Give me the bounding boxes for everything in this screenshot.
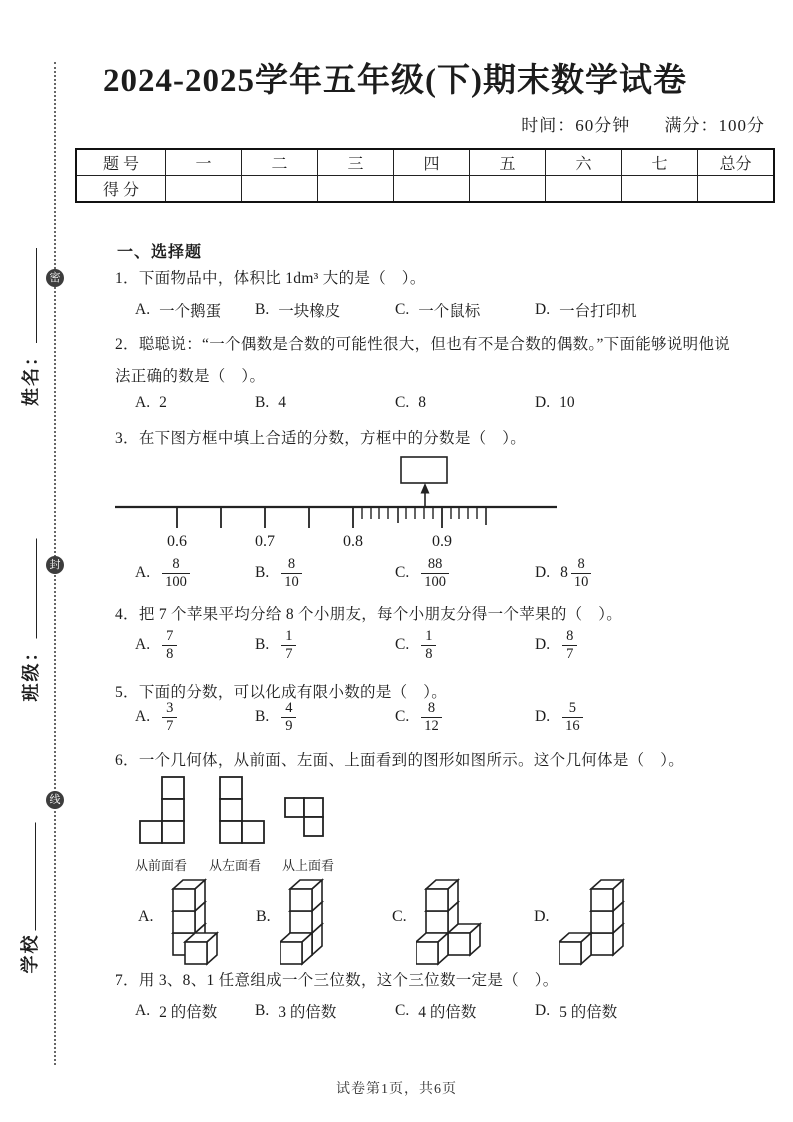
score-table-cell-2: 二 (242, 149, 318, 176)
question-2-text-line2: 法正确的数是（ ）。 (115, 368, 266, 385)
q7-option-b: B. 3 的倍数 (255, 1002, 337, 1021)
q6-option-c-label: C. (392, 908, 407, 925)
score-cell (318, 176, 394, 203)
fraction: $\frac{5}{16}$ (562, 700, 583, 734)
cube-option-d-diagram (559, 878, 625, 972)
question-3-text: 3．在下图方框中填上合适的分数，方框中的分数是（ ）。 (115, 430, 527, 447)
cube-option-b-diagram (280, 878, 346, 972)
school-field (16, 823, 42, 974)
q7-option-a: A. 2 的倍数 (135, 1002, 218, 1021)
score-table-header-row (76, 149, 774, 176)
fraction: $\frac{8}{100}$ (162, 556, 190, 590)
question-1-text: 1．下面物品中，体积比 1dm³ 大的是（ ）。 (115, 270, 426, 287)
tick-label-0-8: 0.8 (343, 533, 363, 550)
school-label: 学校 (20, 933, 40, 974)
fraction: $\frac{8}{10}$ (281, 556, 302, 590)
fraction: $\frac{8}{10}$ (571, 556, 592, 590)
major-ticks (177, 507, 442, 528)
q6-option-d-label: D. (534, 908, 550, 925)
seal-badge-feng: 封 (46, 556, 64, 574)
q3-option-b: B. $\frac{8}{10}$ (255, 556, 395, 590)
fraction: $\frac{3}{7}$ (162, 700, 177, 734)
q4-option-c: C. $\frac{1}{8}$ (395, 628, 535, 662)
q2-option-b: B. 4 (255, 394, 286, 411)
up-arrow-icon (421, 483, 430, 506)
q7-option-d: D. 5 的倍数 (535, 1002, 618, 1021)
q5-option-a: A. $\frac{3}{7}$ (135, 700, 255, 734)
cube-option-c-diagram (416, 878, 482, 972)
class-label: 班级： (21, 641, 41, 702)
score-cell (166, 176, 242, 203)
fraction: $\frac{4}{9}$ (281, 700, 296, 734)
left-view-diagram (220, 777, 264, 843)
question-7-options (135, 1000, 775, 1022)
score-table-cell-total: 总分 (698, 149, 775, 176)
front-view-diagram (140, 777, 184, 843)
score-table-cell-6: 六 (546, 149, 622, 176)
score-cell (242, 176, 318, 203)
tick-label-0-6: 0.6 (167, 533, 187, 550)
name-label: 姓名： (21, 346, 41, 406)
class-blank-line (17, 539, 37, 639)
seal-badge-xian: 线 (46, 791, 64, 809)
q2-option-c: C. 8 (395, 394, 426, 411)
score-cell (470, 176, 546, 203)
answer-box (401, 457, 447, 483)
top-view-diagram (285, 798, 323, 836)
front-view-label: 从前面看 (135, 858, 188, 873)
three-views-diagram (135, 776, 347, 854)
q1-option-a: A. 一个鹅蛋 (135, 301, 222, 320)
score-table-cell-1: 一 (166, 149, 242, 176)
q3-option-a: A. $\frac{8}{100}$ (135, 556, 255, 590)
score-table-cell-5: 五 (470, 149, 546, 176)
q4-option-a: A. $\frac{7}{8}$ (135, 628, 255, 662)
fraction: $\frac{1}{8}$ (421, 628, 436, 662)
question-6-text: 6．一个几何体，从前面、左面、上面看到的图形如图所示。这个几何体是（ ）。 (115, 752, 685, 769)
score-table (75, 148, 775, 203)
q1-option-c: C. 一个鼠标 (395, 301, 481, 320)
cube-option-a-diagram (163, 878, 229, 972)
q6-option-a-label: A. (138, 908, 154, 925)
q2-option-a: A. 2 (135, 394, 167, 411)
q4-option-b: B. $\frac{1}{7}$ (255, 628, 395, 662)
exam-info (0, 111, 765, 136)
score-table-cell-3: 三 (318, 149, 394, 176)
q2-option-d: D. 10 (535, 394, 575, 411)
q5-option-d: D. $\frac{5}{16}$ (535, 700, 775, 734)
score-row-label: 得 分 (76, 176, 166, 203)
score-table-score-row (76, 176, 774, 203)
question-2-text-line1: 2．聪聪说：“一个偶数是合数的可能性很大，但也有不是合数的偶数。”下面能够说明他说 (115, 336, 731, 353)
tick-label-0-7: 0.7 (255, 533, 275, 550)
fraction: $\frac{88}{100}$ (421, 556, 449, 590)
name-blank-line (17, 248, 37, 343)
fraction: $\frac{1}{7}$ (281, 628, 296, 662)
score-table-cell-tihao: 题 号 (76, 149, 166, 176)
section-heading: 一、选择题 (117, 244, 203, 261)
fraction: $\frac{8}{7}$ (562, 628, 577, 662)
score-table-cell-7: 七 (622, 149, 698, 176)
page-title: 2024-2025学年五年级(下)期末数学试卷 (103, 63, 687, 99)
fullscore-label: 满分：100分 (664, 116, 765, 135)
tick-label-0-9: 0.9 (432, 533, 452, 550)
question-1-options (135, 299, 775, 321)
q1-option-d: D. 一台打印机 (535, 301, 637, 320)
q6-option-c (392, 878, 482, 972)
fraction: $\frac{7}{8}$ (162, 628, 177, 662)
question-2-options (135, 394, 775, 412)
name-field (17, 248, 43, 406)
score-cell (546, 176, 622, 203)
q4-option-d: D. $\frac{8}{7}$ (535, 628, 775, 662)
q5-option-c: C. $\frac{8}{12}$ (395, 700, 535, 734)
class-field (17, 539, 43, 702)
number-line-diagram (113, 446, 565, 554)
score-table-cell-4: 四 (394, 149, 470, 176)
question-5-options (135, 700, 775, 734)
question-4-options (135, 628, 775, 662)
question-3-options (135, 556, 775, 590)
seal-badge-mi: 密 (46, 269, 64, 287)
fraction: $\frac{8}{12}$ (421, 700, 442, 734)
q6-option-b-label: B. (256, 908, 271, 925)
q3-option-d: D. 8 $\frac{8}{10}$ (535, 556, 775, 590)
question-4-text: 4．把 7 个苹果平均分给 8 个小朋友，每个小朋友分得一个苹果的（ ）。 (115, 606, 623, 623)
q6-option-b (256, 878, 346, 972)
page-footer: 试卷第1页，共6页 (336, 1082, 457, 1097)
q6-option-a (138, 878, 229, 972)
q7-option-c: C. 4 的倍数 (395, 1002, 477, 1021)
score-cell (394, 176, 470, 203)
q6-option-d (534, 878, 625, 972)
top-view-label: 从上面看 (282, 858, 335, 873)
school-blank-line (16, 823, 36, 931)
q5-option-b: B. $\frac{4}{9}$ (255, 700, 395, 734)
score-cell (622, 176, 698, 203)
score-cell (698, 176, 775, 203)
left-view-label: 从左面看 (209, 858, 262, 873)
q1-option-b: B. 一块橡皮 (255, 301, 341, 320)
minor-ticks (362, 507, 477, 519)
question-7-text: 7．用 3、8、1 任意组成一个三位数，这个三位数一定是（ ）。 (115, 972, 559, 989)
question-5-text: 5．下面的分数，可以化成有限小数的是（ ）。 (115, 684, 448, 701)
q3-option-c: C. $\frac{88}{100}$ (395, 556, 535, 590)
time-label: 时间：60分钟 (521, 116, 631, 135)
